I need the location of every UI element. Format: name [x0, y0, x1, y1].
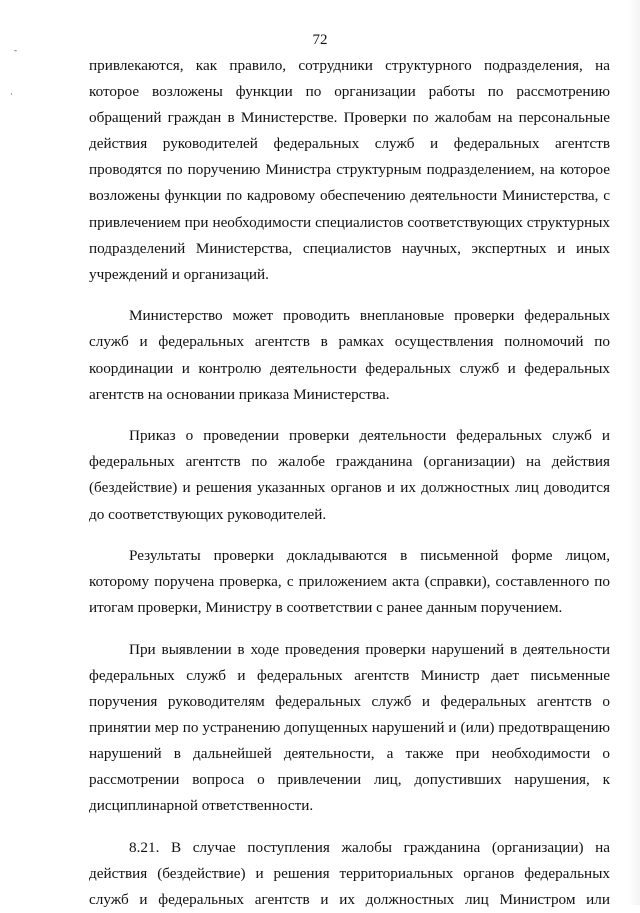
- paragraph-violations: При выявлении в ходе проведения проверки нарушений в деятельности федеральных служб и федеральных агентств Министр дает письменные поручения руководителям федеральных служб и федеральных агентств о принятии мер по устранению допущенных нарушений и (или) предотвращению нарушений в дальнейшей деятельности, а также при необходимости о рассмотрении вопроса о привлечении лиц, допустивших нарушения, к дисциплинарной ответственности.: [89, 640, 610, 815]
- paragraph-unscheduled-inspections: Министерство может проводить внеплановые проверки федеральных служб и федеральных агентств в рамках осуществления полномочий по координации и контролю деятельности федеральных служб и федеральных агентств на основании приказа Министерства.: [89, 307, 610, 403]
- paragraph-continuation: привлекаются, как правило, сотрудники структурного подразделения, на которое возложены функции по организации работы по рассмотрению обращений граждан в Министерстве. Проверки по жалобам на персональные действия руководителей федеральных служб и федеральных агентств проводятся по поручению Министра структурным подразделением, на которое возложены функции по кадровому обеспечению деятельности Министерства, с привлечением при необходимости специалистов соответствующих структурных подразделений Министерства, специалистов научных, экспертных и иных учреждений и организаций.: [89, 57, 610, 283]
- margin-mark: ·: [10, 89, 13, 99]
- paragraph-inspection-results: Результаты проверки докладываются в письменной форме лицом, которому поручена проверка, с приложением акта (справки), составленного по итогам проверки, Министру в соответствии с ранее данным поручением.: [89, 547, 610, 617]
- scan-edge-shadow: [628, 0, 640, 905]
- document-body: [89, 53, 610, 913]
- margin-mark: -: [14, 45, 17, 55]
- page-number: 72: [312, 32, 328, 48]
- paragraph-section-8-21: 8.21. В случае поступления жалобы гражданина (организации) на действия (бездействие) и решения территориальных органов федеральных служб и федеральных агентств и их должностных лиц Министром или: [89, 839, 610, 909]
- paragraph-inspection-order: Приказ о проведении проверки деятельности федеральных служб и федеральных агентств по жалобе гражданина (организации) на действия (бездействие) и решения указанных органов и их должностных лиц доводится до соответствующих руководителей.: [89, 427, 610, 523]
